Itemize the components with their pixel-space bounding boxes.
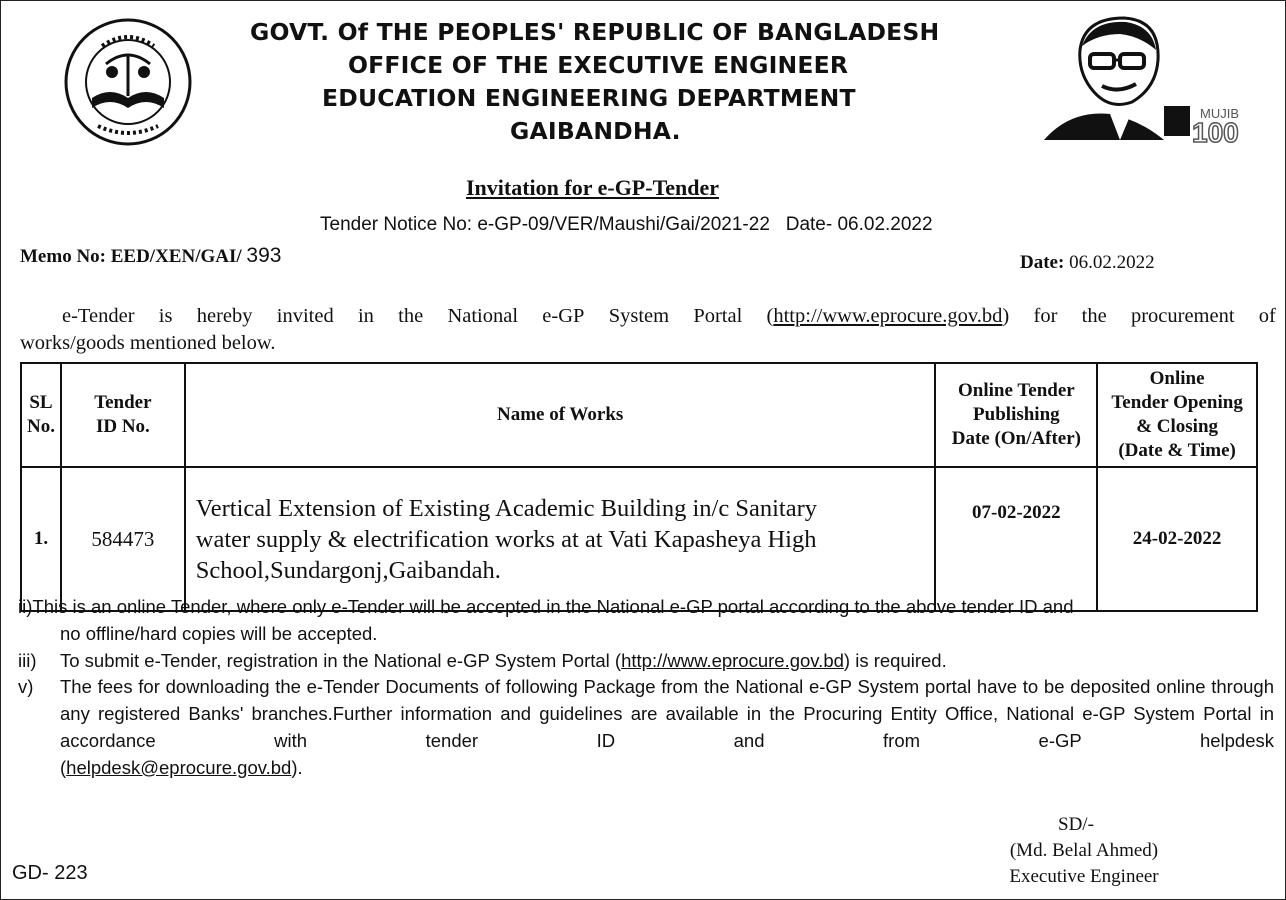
header-sl: SL No. bbox=[21, 363, 61, 467]
heading-line-1: GOVT. Of THE PEOPLES' REPUBLIC OF BANGLADESH bbox=[250, 18, 940, 46]
eprocure-link-2[interactable]: http://www.eprocure.gov.bd bbox=[621, 649, 844, 671]
header-tender-id: Tender ID No. bbox=[61, 363, 185, 467]
cell-tender-id: 584473 bbox=[61, 467, 185, 611]
intro-paragraph bbox=[20, 303, 1276, 357]
header-opening-closing: Online Tender Opening & Closing (Date & Time) bbox=[1097, 363, 1257, 467]
memo-label: Memo No: EED/XEN/GAI/ bbox=[20, 246, 242, 267]
marker-ii: ii) bbox=[18, 596, 33, 617]
mujib-100: 100 bbox=[1192, 117, 1239, 148]
condition-iii: iii) To submit e-Tender, registration in the National e-GP System Portal (http://www.eprocure.gov.bd) is required. bbox=[18, 648, 1274, 675]
condition-v: v) The fees for downloading the e-Tender Documents of following Package from the National e-GP System portal have to be deposited online through any registered Banks' branches.Further information and guidelines are available in the Procuring Entity Office, National e-GP System Portal in accordance with tender ID and from e-GP helpdesk (helpdesk@eprocure.gov.bd). bbox=[18, 676, 1274, 778]
table-header-row bbox=[21, 363, 1257, 467]
table-row bbox=[21, 467, 1257, 611]
tender-conditions bbox=[18, 594, 1274, 782]
tender-notice-number: Tender Notice No: e-GP-09/VER/Maushi/Gai/2021-22 Date- 06.02.2022 bbox=[320, 214, 933, 235]
gd-code: GD- 223 bbox=[12, 862, 88, 884]
cell-works-name: Vertical Extension of Existing Academic Building in/c Sanitary water supply & electrification works at at Vati Kapasheya High School,Sundargonj,Gaibandah. bbox=[185, 467, 936, 611]
helpdesk-email-link[interactable]: helpdesk@eprocure.gov.bd bbox=[66, 756, 292, 778]
header-works: Name of Works bbox=[185, 363, 936, 467]
book-seal-emblem-icon bbox=[62, 16, 194, 148]
cell-publishing-date: 07-02-2022 bbox=[935, 467, 1097, 611]
date-value: 06.02.2022 bbox=[1069, 252, 1155, 273]
marker-iii: iii) bbox=[18, 649, 37, 671]
mujib-text: MUJIB bbox=[1200, 106, 1239, 121]
heading-line-3: EDUCATION ENGINEERING DEPARTMENT bbox=[322, 84, 856, 112]
date-label: Date: bbox=[1020, 252, 1065, 273]
signatory-name: (Md. Belal Ahmed) bbox=[1009, 840, 1159, 861]
condition-ii: ii)This is an online Tender, where only e-Tender will be accepted in the National e-GP portal according to the above tender ID and no offline/hard copies will be accepted. bbox=[18, 596, 1074, 644]
header-publishing-date: Online Tender Publishing Date (On/After) bbox=[935, 363, 1097, 467]
memo-handwritten-number: 393 bbox=[246, 244, 282, 267]
heading-line-4: GAIBANDHA. bbox=[510, 117, 681, 145]
signatory-designation: Executive Engineer bbox=[1009, 866, 1159, 887]
signature-block bbox=[998, 812, 1170, 890]
mujib-100-portrait-logo bbox=[1040, 10, 1240, 150]
intro-line-1: e-Tender is hereby invited in the National e-GP System Portal ( http://www.eprocure.gov.bd ) for the procurement of bbox=[20, 303, 1276, 330]
eprocure-link[interactable]: http://www.eprocure.gov.bd bbox=[773, 305, 1003, 327]
tender-table bbox=[20, 362, 1258, 612]
office-heading bbox=[240, 16, 980, 148]
memo-date bbox=[1020, 252, 1155, 274]
memo-number bbox=[20, 244, 281, 268]
notice-title: Invitation for e-GP-Tender bbox=[466, 175, 719, 200]
heading-line-2: OFFICE OF THE EXECUTIVE ENGINEER bbox=[348, 51, 849, 79]
cell-sl: 1. bbox=[21, 467, 61, 611]
marker-v: v) bbox=[18, 676, 34, 698]
cell-opening-date: 24-02-2022 bbox=[1097, 467, 1257, 611]
signature-sd: SD/- bbox=[1058, 814, 1094, 835]
intro-line-2: works/goods mentioned below. bbox=[20, 332, 276, 354]
